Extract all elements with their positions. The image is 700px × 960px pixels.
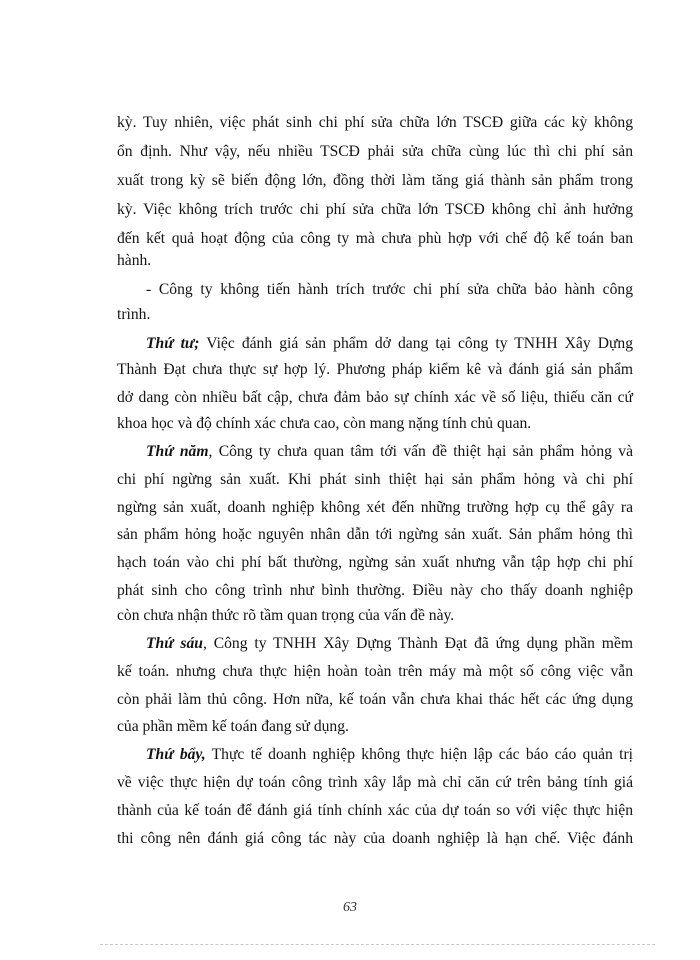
text-line: thi công nên đánh giá công tác này của doanh nghiệp là hạn chế. Việc đánh — [117, 830, 633, 847]
text-line: Thứ tư; Việc đánh giá sản phẩm dở dang tại công ty TNHH Xây Dựng — [146, 335, 634, 352]
page-number: 63 — [343, 900, 357, 915]
text-line: ổn định. Như vậy, nếu nhiều TSCĐ phải sửa chữa cùng lúc thì chi phí sản — [117, 143, 633, 160]
text-line: Thứ bẩy, Thực tế doanh nghiệp không thực hiện lập các báo cáo quản trị — [146, 746, 633, 763]
paragraph-lead: Thứ năm — [146, 443, 209, 460]
text-line: dở dang còn nhiều bất cập, chưa đảm bảo sự chính xác về số liệu, thiếu căn cứ — [117, 389, 633, 406]
text-line: thành của kế toán để đánh giá tính chính xác của dự toán so với việc thực hiện — [117, 802, 633, 819]
text-line: hành. — [117, 252, 152, 269]
text-line: Thứ sáu, Công ty TNHH Xây Dựng Thành Đạt đã ứng dụng phần mềm — [146, 635, 633, 652]
text-line: - Công ty không tiến hành trích trước chi phí sửa chữa bảo hành công — [146, 281, 633, 298]
text-line: hạch toán vào chi phí bất thường, ngừng sản xuất nhưng vẫn tập hợp chi phí — [117, 554, 633, 571]
text-line: kỳ. Việc không trích trước chi phí sửa chữa lớn TSCĐ không chỉ ảnh hưởng — [117, 201, 633, 218]
text-line: còn chưa nhận thức rõ tầm quan trọng của vấn đề này. — [117, 607, 455, 624]
text-line: Thành Đạt chưa thực sự hợp lý. Phương pháp kiểm kê và đánh giá sản phẩm — [117, 361, 633, 378]
text-line: ngừng sản xuất, doanh nghiệp không xét đến những trường hợp cụ thể gây ra — [117, 499, 633, 516]
text-line: sản phẩm hỏng hoặc nguyên nhân dẫn tới ngừng sản xuất. Sản phẩm hỏng thì — [117, 526, 633, 543]
text-line: chi phí ngừng sản xuất. Khi phát sinh thiệt hại sản phẩm hỏng và chi phí — [117, 471, 633, 488]
text-line: Thứ năm, Công ty chưa quan tâm tới vấn đề thiệt hại sản phẩm hỏng và — [146, 443, 633, 460]
text-line: về việc thực hiện dự toán công trình xây lắp mà chỉ căn cứ trên bảng tính giá — [117, 774, 633, 791]
paragraph-lead: Thứ sáu — [146, 635, 203, 652]
text-line: trình. — [117, 306, 151, 323]
text-line: khoa học và độ chính xác chưa cao, còn mang nặng tính chủ quan. — [117, 415, 532, 432]
text-line: phát sinh cho công trình như bình thường. Điều này cho thấy doanh nghiệp — [117, 582, 633, 599]
text-line: của phần mềm kế toán đang sử dụng. — [117, 718, 349, 735]
page-bottom-divider — [100, 944, 655, 945]
paragraph-lead: Thứ tư; — [146, 335, 200, 352]
paragraph-lead: Thứ bẩy, — [146, 746, 206, 763]
text-line: đến kết quả hoạt động của công ty mà chưa phù hợp với chế độ kế toán ban — [117, 230, 633, 247]
text-line: kỳ. Tuy nhiên, việc phát sinh chi phí sửa chữa lớn TSCĐ giữa các kỳ không — [117, 114, 633, 131]
text-line: còn phải làm thủ công. Hơn nữa, kế toán vẫn chưa khai thác hết các ứng dụng — [117, 691, 633, 708]
text-line: xuất trong kỳ sẽ biến động lớn, đồng thời làm tăng giá thành sản phẩm trong — [117, 172, 633, 189]
text-line: kế toán. nhưng chưa thực hiện hoàn toàn trên máy mà một số công việc vẫn — [117, 663, 633, 680]
